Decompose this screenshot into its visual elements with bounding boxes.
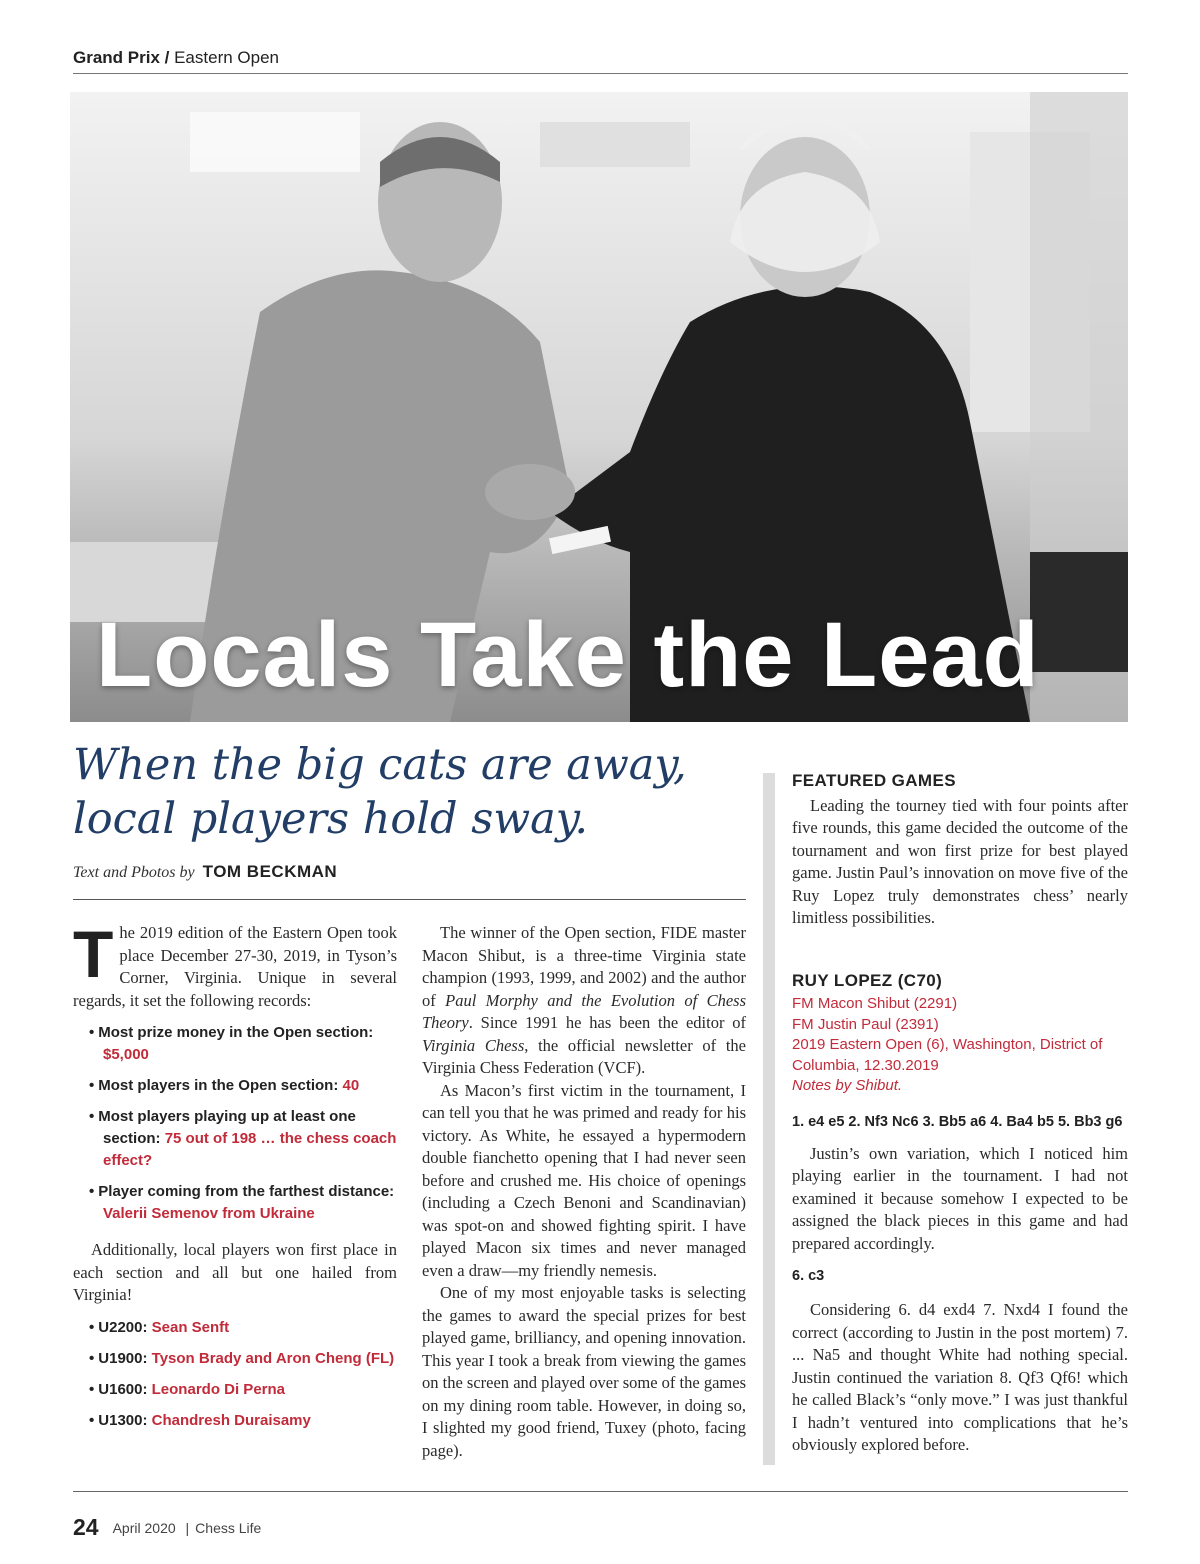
game-header (792, 994, 1128, 1097)
comment-1: Justin’s own variation, which I noticed him playing earlier in the tournament. I had not examined it because somehow I expected to be assigned the black pieces in this game and had prepared accordingly. (792, 1143, 1128, 1253)
locals-paragraph: Additionally, local players won first place in each section and all but one hailed from Virginia! (73, 1240, 397, 1304)
list-item: • U1600: Leonardo Di Perna (89, 1380, 285, 1398)
deck-line-2: local players hold sway. (73, 794, 589, 844)
list-item: • Most prize money in the Open section: $5,000 (89, 1024, 374, 1063)
drop-cap: T (73, 917, 114, 991)
article-column-2 (422, 922, 746, 1462)
header-separator: / (159, 48, 175, 67)
subsection-label: Eastern Open (174, 48, 279, 67)
section-label: Grand Prix (73, 48, 160, 67)
list-item: • U1300: Chandresh Duraisamy (89, 1411, 311, 1429)
hero-photo (70, 92, 1128, 722)
running-header (73, 48, 1128, 74)
byline-prefix: Text and Pbotos by (73, 864, 195, 881)
game-title: RUY LOPEZ (C70) (792, 970, 943, 990)
byline (73, 862, 746, 900)
deck-line-1: When the big cats are away, (73, 740, 687, 790)
book-title: Paul Morphy and the Evolution of Chess Theory (422, 990, 746, 1032)
moves-2: 6. c3 (792, 1268, 825, 1284)
page-number: 24 (73, 1514, 99, 1540)
special-prizes-paragraph: One of my most enjoyable tasks is selecting the games to award the special prizes for best played game, brilliancy, and opening innovation. This year I took a break from viewing the games on the screen and played over some of the games on my dining room table. However, in doing so, I slighted my good friend, Tuxey (photo, facing page). (422, 1283, 746, 1460)
issue-date: April 2020 (112, 1520, 176, 1536)
sidebar-accent-bar (763, 773, 775, 1465)
notes-credit: Notes by Shibut. (792, 1077, 903, 1094)
comment-2: Considering 6. d4 exd4 7. Nxd4 I found the correct (according to Justin in the post mortem) 7. ... Na5 and thought White had nothing special. Justin continued the variation 8. Qf3 Qf6! which he called Black’s “only move.” I was just thankful I hadn’t ventured into complications that he’s obviously explored before. (792, 1300, 1128, 1454)
list-item: • Player coming from the farthest distance: Valerii Semenov from Ukraine (89, 1183, 395, 1222)
winner-paragraph: The winner of the Open section, FIDE master Macon Shibut, is a three-time Virginia state champion (1993, 1999, and 2002) and the author of Paul Morphy and the Evolution of Chess Theory. Since 1991 he has been the editor of Virginia Chess, the official newsletter of the Virginia Chess Federation (VCF). (422, 923, 746, 1077)
list-item: • Most players in the Open section: 40 (89, 1077, 360, 1094)
featured-games-sidebar (792, 770, 1128, 1457)
list-item: • U1900: Tyson Brady and Aron Cheng (FL) (89, 1349, 395, 1367)
article-deck (73, 738, 713, 846)
records-list (73, 1022, 397, 1225)
list-item: • U2200: Sean Senft (89, 1318, 230, 1336)
intro-text: he 2019 edition of the Eastern Open took place December 27-30, 2019, in Tyson’s Corner, Virginia. Unique in several regards, it set the following records: (73, 923, 397, 1010)
event-info: 2019 Eastern Open (6), Washington, District of Columbia, 12.30.2019 (792, 1036, 1103, 1074)
featured-intro: Leading the tourney tied with four points after five rounds, this game decided the outcome of the tournament and won first prize for best played game. Justin Paul’s innovation on move five of the Ruy Lopez truly demonstrates chess’ nearly limitless possibilities. (792, 795, 1128, 927)
winners-list (73, 1317, 397, 1432)
footer-divider: | (185, 1520, 190, 1536)
newsletter-title: Virginia Chess (422, 1035, 525, 1055)
white-player: FM Macon Shibut (2291) (792, 995, 958, 1012)
magazine-name: Chess Life (195, 1520, 262, 1536)
footer-rule (73, 1491, 1128, 1492)
list-item: • Most players playing up at least one section: 75 out of 198 … the chess coach effect? (89, 1108, 397, 1169)
intro-paragraph (73, 917, 397, 1012)
black-player: FM Justin Paul (2391) (792, 1015, 939, 1033)
byline-author: TOM BECKMAN (202, 862, 338, 881)
article-headline: Locals Take the Lead (96, 604, 1040, 706)
featured-games-heading: FEATURED GAMES (792, 771, 956, 790)
first-victim-paragraph: As Macon’s first victim in the tournament, I can tell you that he was primed and ready for his victory. As White, he essayed a hypermodern double fianchetto opening that I had never seen before and crushed me. His choice of openings (including a Czech Benoni and Scandinavian) was spot-on and showed fighting spirit. I have played Macon six times and never managed even a draw—my friendly nemesis. (422, 1080, 746, 1280)
article-column-1 (73, 917, 397, 1446)
moves-1: 1. e4 e5 2. Nf3 Nc6 3. Bb5 a6 4. Ba4 b5 5. Bb3 g6 (792, 1113, 1123, 1130)
page-footer (73, 1514, 261, 1541)
